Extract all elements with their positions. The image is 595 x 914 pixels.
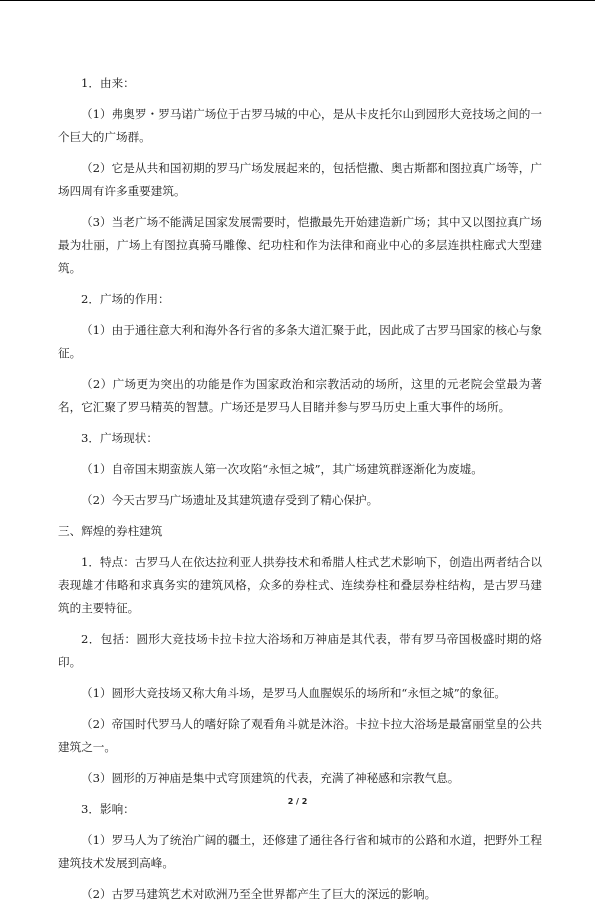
paragraph: 2．包括：圆形大竞技场卡拉卡拉大浴场和万神庙是其代表，带有罗马帝国极盛时期的烙印。: [58, 632, 542, 669]
paragraph: （2）古罗马建筑艺术对欧洲乃至全世界都产生了巨大的深远的影响。: [81, 887, 437, 901]
document-body: [58, 72, 542, 914]
paragraph: （1）圆形大竞技场又称大角斗场，是罗马人血腥娱乐的场所和“永恒之城”的象征。: [81, 686, 507, 700]
paragraph: （3）当老广场不能满足国家发展需要时，恺撒最先开始建造新广场；其中又以图拉真广场最为壮丽，广场上有图拉真骑马雕像、纪功柱和作为法律和商业中心的多层连拱柱廊式大型建筑。: [58, 215, 542, 275]
paragraph: （1）由于通往意大利和海外各行省的多条大道汇聚于此，因此成了古罗马国家的核心与象征。: [58, 323, 542, 360]
paragraph: （1）罗马人为了统治广阔的疆土，还修建了通往各行省和城市的公路和水道，把野外工程建筑技术发展到高峰。: [58, 833, 542, 870]
paragraph: （1）自帝国末期蛮族人第一次攻陷“永恒之城”，其广场建筑群逐渐化为废墟。: [81, 462, 483, 476]
paragraph: 1．特点：古罗马人在依达拉利亚人拱券技术和希腊人柱式艺术影响下，创造出两者结合以表现雄才伟略和求真务实的建筑风格，众多的券柱式、连续券柱和叠层券柱结构，是古罗马建筑的主要特征。: [58, 555, 542, 615]
top-border-line: [0, 0, 595, 1]
paragraph: 3．广场现状：: [81, 431, 158, 445]
paragraph: （2）今天古罗马广场遗址及其建筑遗存受到了精心保护。: [81, 493, 379, 507]
section-heading: 三、辉煌的券柱建筑: [58, 524, 163, 538]
page-number: 2 / 2: [287, 797, 308, 806]
paragraph: 2．广场的作用：: [81, 292, 170, 306]
paragraph: （2）它是从共和国初期的罗马广场发展起来的，包括恺撒、奥古斯都和图拉真广场等，广场四周有许多重要建筑。: [58, 161, 542, 198]
paragraph: 1．由来：: [81, 76, 135, 90]
paragraph: 3．影响：: [81, 802, 135, 816]
paragraph: （1）弗奥罗・罗马诺广场位于古罗马城的中心，是从卡皮托尔山到园形大竞技场之间的一个巨大的广场群。: [58, 107, 542, 144]
paragraph: （3）圆形的万神庙是集中式穹顶建筑的代表，充满了神秘感和宗教气息。: [81, 771, 460, 785]
paragraph: （2）帝国时代罗马人的嗜好除了观看角斗就是沐浴。卡拉卡拉大浴场是最富丽堂皇的公共建筑之一。: [58, 717, 542, 754]
paragraph: （2）广场更为突出的功能是作为国家政治和宗教活动的场所，这里的元老院会堂最为著名，它汇聚了罗马精英的智慧。广场还是罗马人目睹并参与罗马历史上重大事件的场所。: [58, 377, 542, 414]
